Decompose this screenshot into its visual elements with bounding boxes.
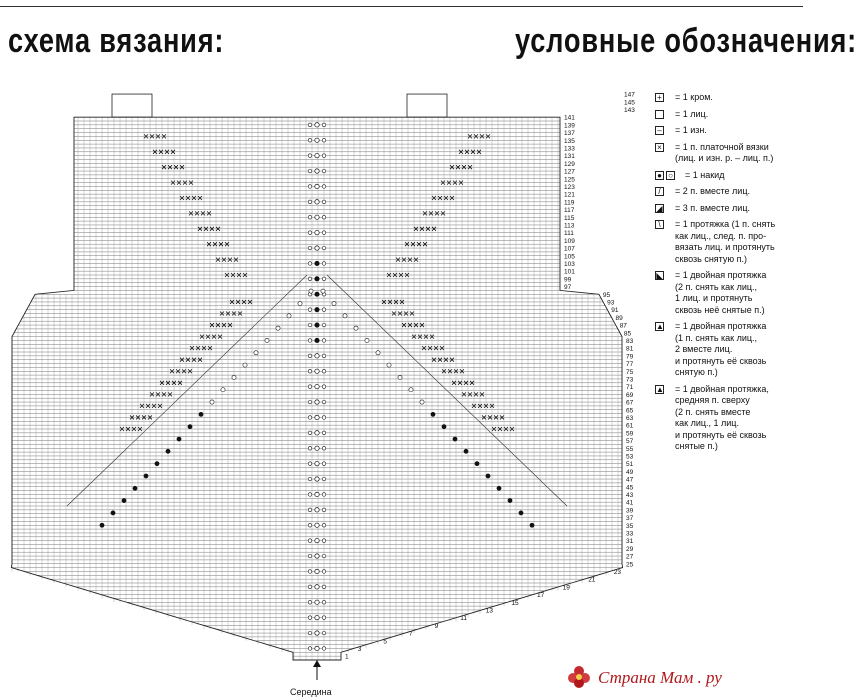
yarn-over-mark: [508, 499, 512, 503]
row-number: 49: [626, 468, 634, 476]
double-skp-k2tog-icon: ▲: [656, 322, 664, 331]
yarn-over-mark: [308, 185, 312, 189]
row-number: 123: [564, 183, 575, 191]
legend-text: (лиц. и изн. р. – лиц. п.): [675, 153, 774, 163]
edge-stitch-icon: +: [655, 93, 664, 102]
yarn-over-mark: [315, 569, 319, 573]
yarn-over-mark: [420, 400, 424, 404]
legend-text: = 1 протяжка (1 п. снять: [675, 219, 776, 229]
legend-text: = 1 двойная протяжка,: [675, 383, 769, 394]
row-number: 85: [623, 330, 632, 338]
yarn-over-mark: [322, 400, 326, 404]
yarn-over-mark: [315, 554, 319, 558]
yarn-over-mark: [315, 646, 319, 650]
skp-icon: \: [655, 220, 664, 229]
double-skp-icon: ◣: [656, 271, 663, 280]
yarn-over-mark: [322, 262, 326, 266]
row-number: 7: [409, 630, 413, 638]
row-number: 9: [434, 622, 439, 630]
legend-text: = 3 п. вместе лиц.: [675, 202, 750, 213]
row-number: 83: [626, 337, 634, 345]
yarn-over-mark: [315, 585, 319, 589]
yarn-over-mark: [315, 246, 319, 250]
row-number: 25: [626, 561, 634, 569]
row-number: 51: [626, 461, 634, 469]
legend-text: = 1 лиц.: [675, 108, 709, 119]
yarn-over-mark: [322, 308, 326, 312]
row-number: 17: [537, 592, 545, 600]
row-number: 11: [460, 615, 467, 623]
yarn-over-mark: [322, 647, 326, 651]
legend-item: [655, 109, 803, 121]
yarn-over-mark: [322, 446, 326, 450]
row-number: 119: [564, 199, 575, 207]
legend-item: [655, 203, 803, 215]
row-number: 109: [564, 237, 575, 245]
yarn-over-mark: [315, 477, 319, 481]
row-number: 117: [564, 207, 575, 215]
yarn-over-mark: [322, 431, 326, 435]
row-number: 113: [564, 222, 575, 230]
yarn-over-mark: [322, 154, 326, 158]
watermark: Страна Мам . ру: [598, 668, 722, 687]
yarn-over-mark: [308, 462, 312, 466]
yarn-over-mark: [308, 231, 312, 235]
legend-item: [655, 92, 803, 104]
row-number: 23: [613, 568, 622, 576]
row-number: 103: [564, 260, 575, 268]
yarn-over-mark: [309, 289, 313, 293]
yarn-over-mark: [308, 369, 312, 373]
row-number: 61: [626, 422, 634, 430]
yarn-over-mark: [354, 326, 358, 330]
row-number: 99: [564, 276, 572, 284]
yarn-over-mark: [409, 388, 413, 392]
yarn-over-mark: [322, 585, 326, 589]
legend-item: [655, 186, 803, 198]
row-number: 135: [564, 137, 575, 145]
row-number: 5: [383, 638, 388, 646]
yarn-over-mark: [315, 323, 319, 327]
yarn-over-mark: [308, 554, 312, 558]
row-number: 15: [511, 599, 519, 607]
row-number: 29: [626, 545, 634, 553]
yarn-over-mark: [308, 616, 312, 620]
watermark-flower-icon: [565, 663, 593, 691]
yarn-over-mark: [322, 277, 326, 281]
row-number: 31: [626, 538, 634, 546]
yarn-over-mark: [308, 570, 312, 574]
yarn-over-mark: [322, 339, 326, 343]
yarn-over-mark: [322, 539, 326, 543]
legend-item: [655, 219, 803, 265]
yarn-over-mark: [315, 400, 319, 404]
legend-text: (2 п. снять вместе: [675, 406, 751, 417]
yarn-over-mark: [155, 462, 159, 466]
yarn-over-mark: [100, 523, 104, 527]
yarn-over-mark: [519, 511, 523, 515]
yarn-over-mark: [298, 301, 302, 305]
top-tab-right: [407, 94, 447, 117]
middle-arrow-icon: [313, 660, 321, 680]
row-number: 131: [564, 153, 575, 161]
k2tog-icon: /: [655, 187, 664, 196]
row-number: 133: [564, 145, 575, 153]
legend-text: сквозь снятую п.): [675, 253, 748, 264]
yarn-over-mark: [308, 493, 312, 497]
yarn-over-mark: [322, 462, 326, 466]
row-number: 1: [345, 653, 349, 661]
yarn-over-mark: [308, 339, 312, 343]
yarn-over-mark: [308, 523, 312, 527]
row-number: 43: [626, 491, 634, 499]
garter-stitch-icon: ×: [655, 143, 664, 152]
legend-text: вязать лиц. и протянуть: [675, 242, 775, 252]
row-number: 101: [564, 268, 575, 276]
row-number: 137: [564, 130, 575, 138]
yarn-over-mark: [365, 338, 369, 342]
yarn-over-mark: [111, 511, 115, 515]
yarn-over-mark: [315, 492, 319, 496]
yarn-over-mark: [315, 123, 319, 127]
legend-text: (2 п. снять как лиц.,: [675, 281, 758, 292]
row-number: 115: [564, 214, 575, 222]
yarn-over-mark: [308, 154, 312, 158]
yarn-over-mark: [122, 499, 126, 503]
yarn-over-mark: [322, 523, 326, 527]
legend-text: = 1 накид: [685, 169, 725, 180]
yarn-over-mark: [308, 215, 312, 219]
yarn-over-mark: [315, 169, 319, 173]
legend-text: = 1 двойная протяжка: [675, 321, 767, 331]
row-number: 63: [626, 414, 634, 422]
row-number: 21: [588, 576, 596, 584]
yarn-over-mark: [308, 262, 312, 266]
row-number: 93: [607, 299, 615, 307]
row-number: 147: [624, 91, 635, 99]
legend-text: снятую п.): [675, 367, 718, 377]
row-number: 41: [626, 499, 634, 507]
row-number: 77: [626, 361, 634, 369]
legend-item: [655, 321, 803, 379]
yarn-over-mark: [133, 486, 137, 490]
yarn-over-mark: [308, 385, 312, 389]
yarn-over-mark: [308, 308, 312, 312]
yarn-over-mark: [453, 437, 457, 441]
yarn-over-mark: [322, 477, 326, 481]
yarn-over-mark: [308, 600, 312, 604]
legend-item: [655, 125, 803, 137]
yarn-over-mark: [322, 554, 326, 558]
legend-item: [655, 142, 803, 165]
legend-text: = 1 двойная протяжка: [675, 270, 767, 280]
yarn-over-mark: [497, 486, 501, 490]
row-number: 65: [626, 407, 634, 415]
yarn-over-mark: [398, 375, 402, 379]
yarn-over-mark: [332, 301, 336, 305]
yarn-over-mark: [308, 477, 312, 481]
yarn-over-mark: [431, 412, 435, 416]
row-number: 19: [562, 584, 570, 592]
legend-text: сквозь неё снятые п.): [675, 304, 765, 315]
yarn-over-mark: [322, 600, 326, 604]
yarn-over-mark: [243, 363, 247, 367]
yarn-over-mark: [387, 363, 391, 367]
yarn-over-mark: [315, 415, 319, 419]
yarn-over-mark: [308, 416, 312, 420]
row-number: 125: [564, 176, 575, 184]
yarn-over-mark: [177, 437, 181, 441]
legend-text: средняя п. сверху: [675, 395, 750, 405]
yarn-over-mark: [322, 385, 326, 389]
yarn-over-mark: [315, 631, 319, 635]
row-number: 45: [626, 484, 634, 492]
legend-text: как лиц., след. п. про-: [675, 230, 767, 241]
row-number: 111: [564, 230, 574, 238]
row-number: 3: [357, 645, 362, 653]
legend-heading: условные обозначения:: [515, 22, 857, 60]
yarn-over-mark: [322, 123, 326, 127]
row-number: 127: [564, 168, 575, 176]
yarn-over-mark: [287, 314, 291, 318]
yarn-over-mark: [322, 138, 326, 142]
yarn-over-mark: [308, 631, 312, 635]
yarn-over-mark: [315, 600, 319, 604]
yarn-over-mark: [308, 585, 312, 589]
yarn-over-mark: [308, 400, 312, 404]
row-number: 47: [626, 476, 634, 484]
row-number: 27: [626, 553, 634, 561]
yarn-over-mark: [308, 539, 312, 543]
yarn-over-mark: [308, 508, 312, 512]
legend-text: = 1 кром.: [675, 92, 713, 102]
legend-item: [655, 170, 803, 182]
yarn-over-mark: [315, 277, 319, 281]
yarn-over-mark: [322, 231, 326, 235]
yarn-over-mark: [315, 508, 319, 512]
yarn-over-mark: [464, 449, 468, 453]
yarn-over-mark: [322, 616, 326, 620]
yarn-over-mark: [308, 169, 312, 173]
yarn-over-icon: ●: [655, 171, 664, 180]
yarn-over-mark: [315, 446, 319, 450]
legend-text: и протянуть её сквозь: [675, 355, 767, 366]
yarn-over-mark: [322, 508, 326, 512]
yarn-over-mark: [308, 246, 312, 250]
yarn-over-mark: [322, 215, 326, 219]
row-number: 69: [626, 391, 634, 399]
row-number: 39: [626, 507, 634, 515]
yarn-over-mark: [254, 351, 258, 355]
yarn-over-mark: [321, 289, 325, 293]
row-number: 97: [564, 284, 572, 292]
yarn-over-mark: [315, 261, 319, 265]
legend-text: 2 вместе лиц.: [675, 344, 733, 354]
row-number: 89: [615, 314, 623, 322]
yarn-over-mark: [315, 200, 319, 204]
row-number: 81: [626, 345, 634, 353]
yarn-over-mark: [308, 138, 312, 142]
yarn-over-mark: [486, 474, 490, 478]
row-number: 143: [624, 106, 635, 114]
row-number: 141: [564, 114, 575, 122]
yarn-over-mark: [322, 354, 326, 358]
row-number: 145: [624, 99, 635, 107]
row-number: 129: [564, 160, 575, 168]
yarn-over-mark: [322, 169, 326, 173]
yarn-over-mark: [308, 446, 312, 450]
row-number: 37: [626, 515, 634, 523]
yarn-over-mark: [322, 631, 326, 635]
legend-item: [655, 270, 803, 316]
row-number: 105: [564, 253, 575, 261]
yarn-over-mark: [475, 462, 479, 466]
yarn-over-mark: [376, 351, 380, 355]
yarn-over-mark: [199, 412, 203, 416]
yarn-over-mark: [322, 493, 326, 497]
yarn-over-mark: [315, 307, 319, 311]
yarn-over-mark: [322, 246, 326, 250]
row-number: 107: [564, 245, 575, 253]
top-tab-left: [112, 94, 152, 117]
yarn-over-mark: [315, 230, 319, 234]
legend-text: = 2 п. вместе лиц.: [675, 186, 750, 196]
yarn-over-icon-alt: ○: [666, 171, 675, 180]
legend-text: (1 п. снять как лиц.,: [675, 332, 758, 343]
yarn-over-mark: [315, 338, 319, 342]
legend-text: = 1 п. платочной вязки: [675, 141, 769, 152]
yarn-over-mark: [308, 431, 312, 435]
yarn-over-mark: [308, 123, 312, 127]
yarn-over-mark: [322, 570, 326, 574]
yarn-over-mark: [530, 523, 534, 527]
row-number: 13: [485, 607, 494, 615]
yarn-over-mark: [265, 338, 269, 342]
yarn-over-mark: [315, 215, 319, 219]
row-number: 53: [626, 453, 634, 461]
yarn-over-mark: [308, 277, 312, 281]
yarn-over-mark: [315, 615, 319, 619]
yarn-over-mark: [188, 425, 192, 429]
row-number: 121: [564, 191, 575, 199]
central-double-decrease-icon: ▲: [656, 384, 664, 394]
legend-text: 1 лиц. и протянуть: [675, 293, 753, 303]
row-number: 139: [564, 122, 575, 130]
row-number: 87: [619, 322, 627, 330]
legend-text: как лиц., 1 лиц.: [675, 418, 739, 428]
row-number: 33: [626, 530, 634, 538]
row-number: 91: [611, 307, 619, 315]
yarn-over-mark: [308, 647, 312, 651]
yarn-over-mark: [315, 184, 319, 188]
yarn-over-mark: [322, 416, 326, 420]
yarn-over-mark: [315, 538, 319, 542]
yarn-over-mark: [315, 292, 319, 296]
yarn-over-mark: [322, 323, 326, 327]
purl-stitch-icon: –: [655, 126, 664, 135]
legend-text: и протянуть её сквозь: [675, 429, 767, 440]
yarn-over-mark: [221, 388, 225, 392]
chart-grid: [11, 94, 622, 660]
middle-label: Середина: [290, 687, 332, 697]
row-number: 67: [626, 399, 634, 407]
yarn-over-mark: [322, 200, 326, 204]
yarn-over-mark: [210, 400, 214, 404]
yarn-over-mark: [315, 153, 319, 157]
yarn-over-mark: [308, 354, 312, 358]
yarn-over-mark: [276, 326, 280, 330]
legend-item: [655, 384, 803, 453]
yarn-over-mark: [322, 185, 326, 189]
yarn-over-mark: [144, 474, 148, 478]
k3tog-icon: ◢: [656, 203, 663, 213]
yarn-over-mark: [308, 200, 312, 204]
yarn-over-mark: [315, 138, 319, 142]
row-number: 79: [626, 353, 634, 361]
yarn-over-mark: [442, 425, 446, 429]
chart-heading: схема вязания:: [8, 22, 225, 60]
yarn-over-mark: [343, 314, 347, 318]
legend-text: = 1 изн.: [675, 125, 707, 135]
legend-text: снятые п.): [675, 441, 718, 451]
yarn-over-mark: [315, 384, 319, 388]
row-number: 59: [626, 430, 634, 438]
yarn-over-mark: [315, 354, 319, 358]
knit-stitch-icon: [655, 110, 664, 119]
row-number: 55: [626, 445, 634, 453]
yarn-over-mark: [315, 461, 319, 465]
legend: [655, 92, 803, 458]
row-number: 35: [626, 522, 634, 530]
yarn-over-mark: [315, 523, 319, 527]
yarn-over-mark: [315, 431, 319, 435]
row-number: 71: [626, 384, 634, 392]
yarn-over-mark: [166, 449, 170, 453]
row-number: 95: [602, 291, 611, 299]
yarn-over-mark: [315, 369, 319, 373]
row-number: 75: [626, 368, 634, 376]
yarn-over-mark: [232, 375, 236, 379]
row-number: 57: [626, 438, 634, 446]
yarn-over-mark: [322, 369, 326, 373]
yarn-over-mark: [308, 323, 312, 327]
row-number: 73: [626, 376, 634, 384]
